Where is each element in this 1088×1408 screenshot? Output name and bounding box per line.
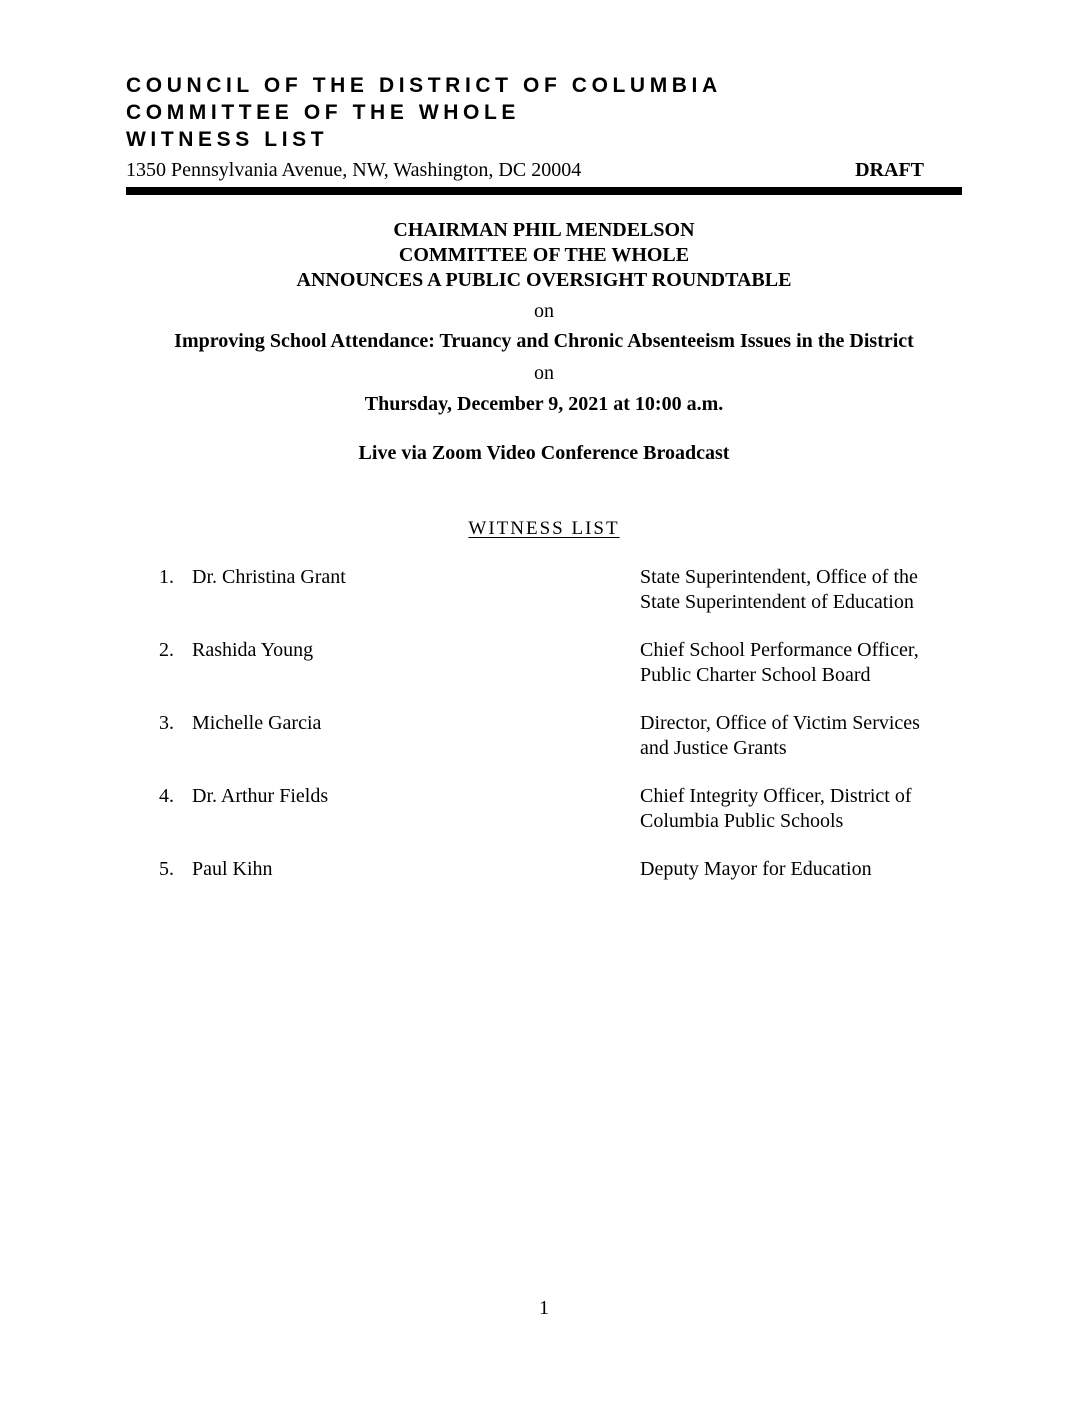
witness-item [159,638,959,687]
witness-name: Dr. Arthur Fields [192,785,329,807]
announces-line: ANNOUNCES A PUBLIC OVERSIGHT ROUNDTABLE [296,269,792,291]
witness-title [640,565,960,615]
council-address: 1350 Pennsylvania Avenue, NW, Washington, DC 20004 [126,159,582,181]
roundtable-topic: Improving School Attendance: Truancy and Chronic Absenteeism Issues in the District [174,330,914,352]
header-divider [126,187,962,195]
chairman-line: CHAIRMAN PHIL MENDELSON [393,219,695,241]
witness-title-line: State Superintendent of Education [640,591,914,613]
on-connector-1: on [534,300,554,322]
witness-number: 5. [159,858,174,880]
hearing-venue: Live via Zoom Video Conference Broadcast [358,442,730,464]
witness-title-line: Columbia Public Schools [640,810,844,832]
witness-list-heading [0,518,1088,540]
witness-title-line: State Superintendent, Office of the [640,566,918,588]
page-number: 1 [539,1297,549,1319]
witness-title-line: Deputy Mayor for Education [640,858,872,880]
witness-number: 3. [159,712,174,734]
witness-item [159,565,959,614]
announcement-header [0,218,1088,293]
witness-number: 1. [159,566,174,588]
witness-title [640,638,960,688]
witness-title-line: Public Charter School Board [640,664,871,686]
witness-title-line: and Justice Grants [640,737,787,759]
witness-title [640,711,960,761]
witness-title [640,784,960,834]
witness-list-heading-text: WITNESS LIST [468,518,620,539]
document-type: WITNESS LIST [126,128,329,151]
witness-item [159,711,959,760]
witness-title-line: Chief School Performance Officer, [640,639,919,661]
witness-list [159,565,959,930]
on-connector-2: on [534,362,554,384]
committee-name: COMMITTEE OF THE WHOLE [126,101,521,124]
witness-name: Rashida Young [192,639,314,661]
witness-title-line: Chief Integrity Officer, District of [640,785,912,807]
witness-title-line: Director, Office of Victim Services [640,712,920,734]
council-name: COUNCIL OF THE DISTRICT OF COLUMBIA [126,74,722,97]
committee-line: COMMITTEE OF THE WHOLE [398,244,690,266]
witness-number: 4. [159,785,174,807]
witness-item [159,784,959,833]
witness-item [159,857,959,906]
draft-label: DRAFT [855,159,924,181]
witness-number: 2. [159,639,174,661]
address-row [126,158,962,182]
witness-name: Paul Kihn [192,858,273,880]
witness-name: Dr. Christina Grant [192,566,346,588]
hearing-datetime: Thursday, December 9, 2021 at 10:00 a.m. [364,393,724,415]
letterhead [126,72,962,182]
witness-name: Michelle Garcia [192,712,322,734]
witness-title [640,857,960,882]
